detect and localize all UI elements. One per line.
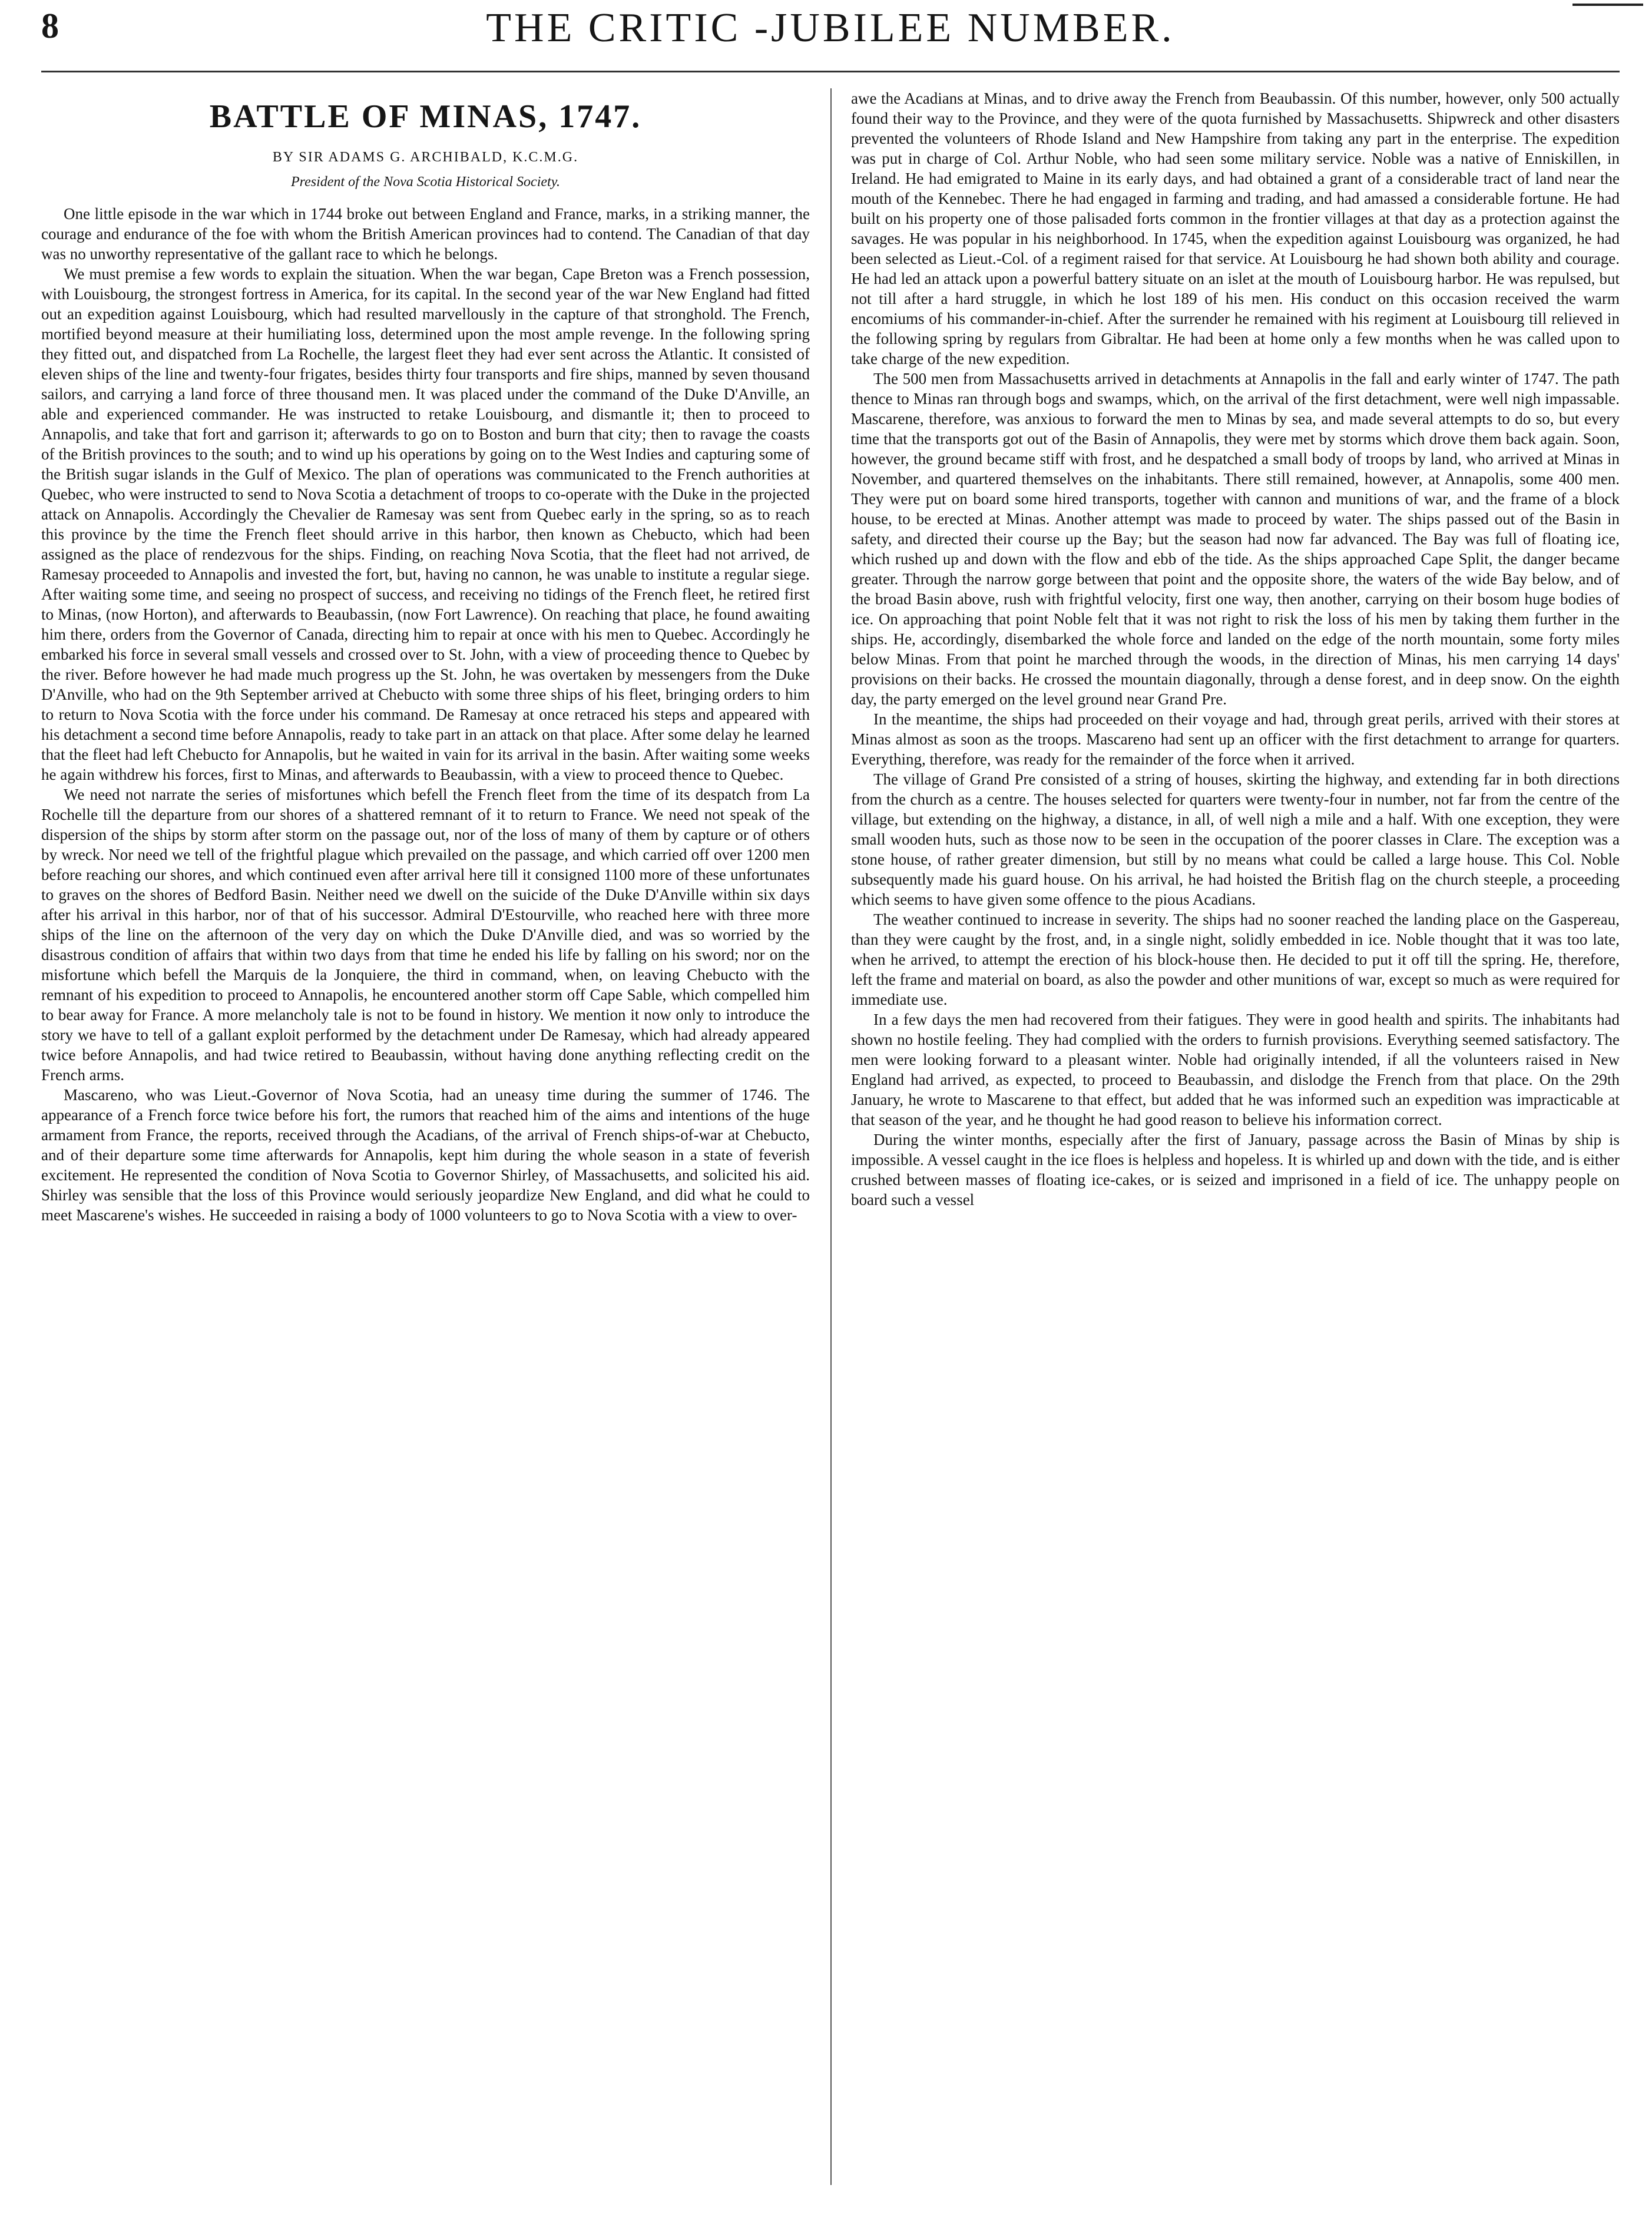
column-divider — [830, 88, 832, 2185]
paragraph: In the meantime, the ships had proceeded on their voyage and had, through great perils, arrived with their stores at Minas almost as soon as the troops. Mascareno had sent up an officer with the first detachment to arrange for quarters. Everything, therefore, was ready for the remainder of the force when it arrived. — [851, 710, 1620, 768]
paragraph: Mascareno, who was Lieut.-Governor of Nova Scotia, had an uneasy time during the summer of 1746. The appearance of a French force twice before his fort, the rumors that reached him of the aims and intentions of the huge armament from France, the reports, received through the Acadians, of the arrival of French ships-of-war at Chebucto, and of their departure some time afterwards for Annapolis, kept him during the whole season in a state of feverish excitement. He represented the condition of Nova Scotia to Governor Shirley, of Massachusetts, and solicited his aid. Shirley was sensible that the loss of this Province would seriously jeopardize New England, and did what he could to meet Mascarene's wishes. He succeeded in raising a body of 1000 volunteers to go to Nova Scotia with a view to over- — [41, 1086, 810, 1224]
page-number: 8 — [41, 6, 60, 45]
running-head: THE CRITIC -JUBILEE NUMBER. — [486, 5, 1175, 51]
paragraph: The weather continued to increase in severity. The ships had no sooner reached the landing place on the Gaspereau, than they were caught by the frost, and, in a single night, solidly embedded in ice. Noble thought that it was too late, when he arrived, to attempt the erection of his block-house then. He decided to put it off till the spring. He, therefore, left the frame and material on board, as also the powder and other munitions of war, except so much as were required for immediate use. — [851, 911, 1620, 1008]
corner-rule — [1572, 4, 1643, 6]
article-columns — [41, 88, 1620, 2185]
paragraph: The 500 men from Massachusetts arrived in detachments at Annapolis in the fall and early winter of 1747. The path thence to Minas ran through bogs and swamps, which, on the arrival of the first detachment, were well nigh impassable. Mascarene, therefore, was anxious to forward the men to Minas by sea, and made several attempts to do so, but every time that the transports got out of the Basin of Annapolis, they were met by storms which drove them back again. Soon, however, the ground became stiff with frost, and he despatched a small body of troops by land, who arrived at Minas in November, and quartered themselves on the inhabitants. There still remained, however, at Annapolis, some 400 men. They were put on board some hired transports, together with cannon and munitions of war, and the frame of a block house, to be erected at Minas. Another attempt was made to proceed by water. The ships passed out of the Basin in safety, and directed their course up the Bay; but the season had now far advanced. The Bay was full of floating ice, which rushed up and down with the flow and ebb of the tide. As the ships approached Cape Split, the danger became greater. Through the narrow gorge between that point and the opposite shore, the waters of the wide Bay below, and of the broad Basin above, rush with frightful velocity, first one way, then another, carrying on their bosom huge bodies of ice. On approaching that point Noble felt that it was not right to risk the loss of his men by taking them further in the ships. He, accordingly, disembarked the whole force and landed on the edge of the north mountain, some forty miles below Minas. From that point he marched through the woods, in the direction of Minas, his men carrying 14 days' provisions on their backs. He crossed the mountain diagonally, through a dense forest, and in deep snow. On the eighth day, the party emerged on the level ground near Grand Pre. — [851, 370, 1620, 708]
paragraph-continued: awe the Acadians at Minas, and to drive away the French from Beaubassin. Of this number, however, only 500 actually found their way to the Province, and they were of the quota furnished by Massachusetts. Shipwreck and other disasters prevented the volunteers of Rhode Island and New Hampshire from taking any part in the enterprise. The expedition was put in charge of Col. Arthur Noble, who had seen some military service. Noble was a native of Enniskillen, in Ireland. He had emigrated to Maine in its early days, and had obtained a grant of a considerable tract of land near the mouth of the Kennebec. There he had engaged in farming and trading, and had amassed a considerable fortune. He had built on his property one of those palisaded forts common in the frontier villages at that day as a protection against the savages. He was popular in his neighborhood. In 1745, when the expedition against Louisbourg was organized, he had been selected as Lieut.-Col. of a regiment raised for that service. At Louisbourg he had shown both ability and courage. He had led an attack upon a powerful battery situate on an islet at the mouth of Louisbourg harbor. He was repulsed, but not till after a hard struggle, in which he lost 189 of his men. His conduct on this occasion received the warm encomiums of his commander-in-chief. After the surrender he remained with his regiment at Louisbourg till relieved in the following spring by regulars from Gibraltar. He had been at home only a few months when he was called upon to take charge of the new expedition. — [851, 90, 1620, 368]
paragraph: We must premise a few words to explain the situation. When the war began, Cape Breton was a French possession, with Louisbourg, the strongest fortress in America, for its capital. In the second year of the war New England had fitted out an expedition against Louisbourg, which had resulted marvellously in the capture of that stronghold. The French, mortified beyond measure at their humiliating loss, determined upon the most ample revenge. In the following spring they fitted out, and dispatched from La Rochelle, the largest fleet they had ever sent across the Atlantic. It consisted of eleven ships of the line and twenty-four frigates, besides thirty four transports and fire ships, manned by seven thousand sailors, and carrying a land force of three thousand men. It was placed under the command of the Duke D'Anville, an able and experienced commander. He was instructed to retake Louisbourg, and dismantle it; then to proceed to Annapolis, and take that fort and garrison it; afterwards to go on to Boston and burn that city; then to ravage the coasts of the British provinces to the south; and to wind up his operations by going on to the West Indies and capturing some of the British sugar islands in the Gulf of Mexico. The plan of operations was communicated to the French authorities at Quebec, who were instructed to send to Nova Scotia a detachment of troops to co-operate with the Duke in the projected attack on Annapolis. Accordingly the Chevalier de Ramesay was sent from Quebec early in the spring, so as to reach this province by the time the French fleet should arrive in this harbor, then known as Chebucto, which had been assigned as the place of rendezvous for the ships. Finding, on reaching Nova Scotia, that the fleet had not arrived, de Ramesay proceeded to Annapolis and invested the fort, but, having no cannon, he was unable to institute a regular siege. After waiting some time, and seeing no prospect of success, and receiving no tidings of the French fleet, he retired first to Minas, (now Horton), and afterwards to Beaubassin, (now Fort Lawrence). On reaching that place, he found awaiting him there, orders from the Governor of Canada, directing him to repair at once with his men to Quebec. Accordingly he embarked his force in several small vessels and crossed over to St. John, with a view of proceeding thence to Quebec by the river. Before however he had made much progress up the St. John, he was overtaken by messengers from the Duke D'Anville, who had on the 9th September arrived at Chebucto with some three ships of his fleet, bringing orders to him to return to Nova Scotia with the force under his command. De Ramesay at once retraced his steps and appeared with his detachment a second time before Annapolis, ready to take part in an attack on that place. After some delay he learned that the fleet had left Chebucto for Annapolis, but he waited in vain for its arrival in the basin. After waiting some weeks he again withdrew his forces, first to Minas, and afterwards to Beaubassin, with a view to proceed thence to Quebec. — [41, 265, 810, 783]
paragraph: In a few days the men had recovered from their fatigues. They were in good health and spirits. The inhabitants had shown no hostile feeling. They had complied with the orders to furnish provisions. Everything seemed satisfactory. The men were looking forward to a pleasant winter. Noble had originally intended, if all the volunteers raised in New England had arrived, as expected, to proceed to Beaubassin, and dislodge the French from that place. On the 29th January, he wrote to Mascarene to that effect, but added that he was informed such an expedition was impracticable at that season of the year, and he thought he had good reason to believe his information correct. — [851, 1011, 1620, 1128]
article-byline: BY SIR ADAMS G. ARCHIBALD, K.C.M.G. — [272, 150, 579, 165]
author-affiliation: President of the Nova Scotia Historical Society. — [290, 174, 561, 190]
paragraph: One little episode in the war which in 1744 broke out between England and France, marks, in a striking manner, the courage and endurance of the foe with whom the British American provinces had to contend. The Canadian of that day was no unworthy representative of the gallant race to which he belongs. — [41, 205, 810, 263]
article-title: BATTLE OF MINAS, 1747. — [209, 98, 642, 135]
right-column — [851, 88, 1620, 2185]
paragraph: The village of Grand Pre consisted of a string of houses, skirting the highway, and extending far in both directions from the church as a centre. The houses selected for quarters were twenty-four in number, not far from the centre of the village, but extending on the highway, a distance, in all, of well nigh a mile and a half. With one exception, they were small wooden huts, such as those now to be seen in the occupation of the poorer classes in Clare. The exception was a stone house, of rather greater dimension, but still by no means what could be called a large house. This Col. Noble subsequently made his guard house. On his arrival, he had hoisted the British flag on the church steeple, a proceeding which seems to have given some offence to the pious Acadians. — [851, 770, 1620, 908]
paragraph: During the winter months, especially after the first of January, passage across the Basin of Minas by ship is impossible. A vessel caught in the ice floes is helpless and hopeless. It is whirled up and down with the tide, and is either crushed between masses of floating ice-cakes, or is seized and imprisoned in a field of ice. The unhappy people on board such a vessel — [851, 1131, 1620, 1209]
masthead — [41, 0, 1620, 72]
newspaper-page — [41, 0, 1620, 2238]
left-column — [41, 88, 810, 2185]
paragraph: We need not narrate the series of misfortunes which befell the French fleet from the time of its despatch from La Rochelle till the departure from our shores of a shattered remnant of it to return to France. We need not speak of the dispersion of the ships by storm after storm on the passage out, nor of the loss of many of them by capture or of others by wreck. Nor need we tell of the frightful plague which prevailed on the passage, and which carried off over 1200 men before reaching our shores, and which continued even after arrival here till it consigned 1100 more of these unfortunates to graves on the shores of Bedford Basin. Neither need we dwell on the suicide of the Duke D'Anville within six days after his arrival in this harbor, nor of that of his successor. Admiral D'Estourville, who reached here with three more ships of the line on the afternoon of the very day on which the Duke D'Anville died, and was so worried by the disastrous condition of affairs that within two days from that time he ended his life by falling on his sword; nor on the misfortune which befell the Marquis de la Jonquiere, the third in command, when, on leaving Chebucto with the remnant of his expedition to proceed to Annapolis, he encountered another storm off Cape Sable, which compelled him to bear away for France. A more melancholy tale is not to be found in history. We mention it now only to introduce the story we have to tell of a gallant exploit performed by the detachment under De Ramesay, which had already appeared twice before Annapolis, and had twice retired to Beaubassin, without having done anything reflecting credit on the French arms. — [41, 786, 810, 1084]
